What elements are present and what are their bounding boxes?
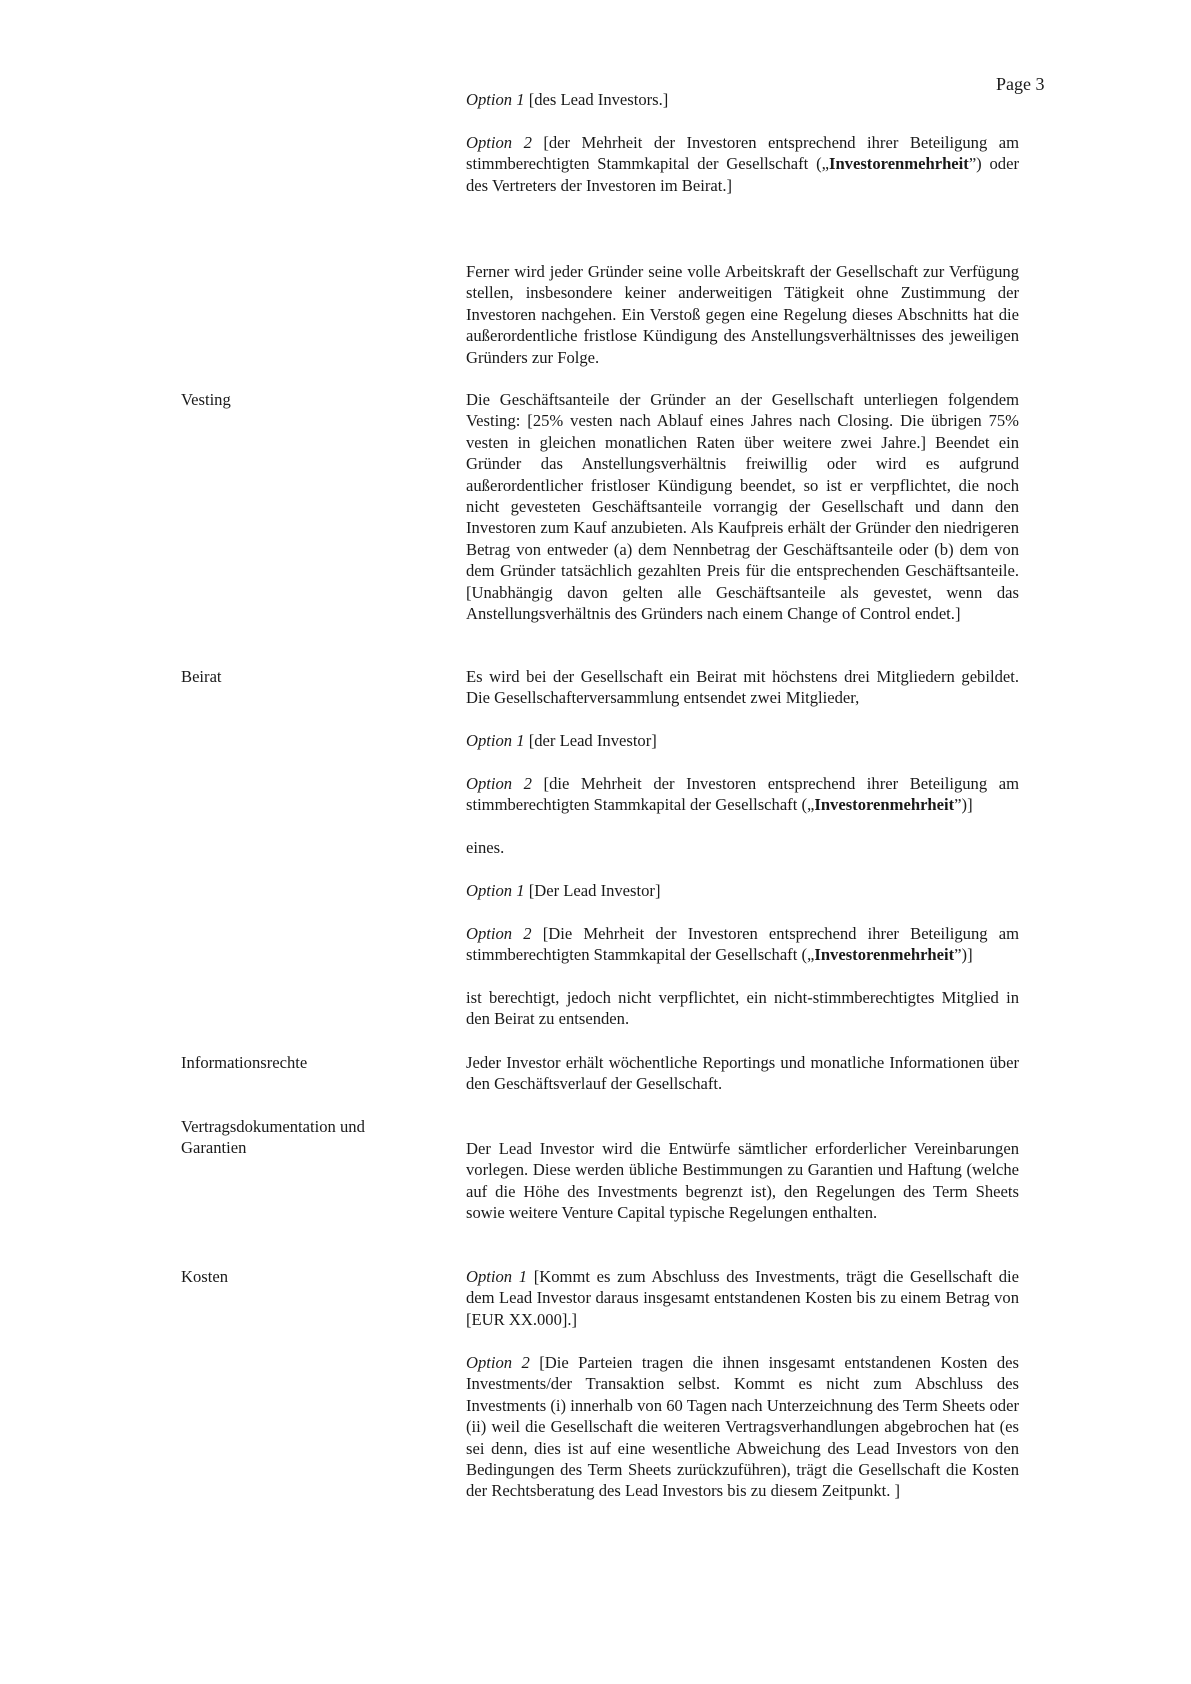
beirat-option-1a: Option 1 [der Lead Investor]	[466, 731, 657, 750]
option-label: Option 1	[466, 1267, 528, 1286]
defined-term: Investorenmehrheit	[829, 154, 969, 174]
option-2-paragraph: Option 2 [der Mehrheit der Investoren entsprechend ihrer Beteiligung am stimmberechtigten Stammkapital der Gesellschaft („Investorenmehrheit”) oder des Vertreters der Investoren im Beirat.]	[466, 133, 1019, 195]
section-label-informationsrechte: Informationsrechte	[181, 1053, 308, 1072]
option-label: Option 1	[466, 90, 525, 109]
option-label: Option 2	[466, 774, 532, 793]
section-label-vesting: Vesting	[181, 390, 231, 409]
beirat-option-2a: Option 2 [die Mehrheit der Investoren entsprechend ihrer Beteiligung am stimmberechtigten Stammkapital der Gesellschaft („Investorenmehrheit”)]	[466, 774, 1019, 815]
beirat-option-1b: Option 1 [Der Lead Investor]	[466, 881, 661, 900]
vertragsdokumentation-paragraph: Der Lead Investor wird die Entwürfe sämtlicher erforderlicher Vereinbarungen vorlegen. Diese werden übliche Bestimmungen zu Garantien und Haftung (welche auf die Höhe des Investments begrenzt ist), den Regelungen des Term Sheets sowie weitere Venture Capital typische Regelungen enthalten.	[466, 1139, 1019, 1223]
section-label-kosten: Kosten	[181, 1267, 229, 1286]
page-number: Page 3	[996, 74, 1045, 94]
informationsrechte-paragraph: Jeder Investor erhält wöchentliche Reportings und monatliche Informationen über den Geschäftsverlauf der Gesellschaft.	[466, 1053, 1019, 1094]
section-label-vertragsdokumentation: Vertragsdokumentation und Garantien	[181, 1117, 365, 1158]
vesting-paragraph: Die Geschäftsanteile der Gründer an der Gesellschaft unterliegen folgendem Vesting: [25% vesten nach Ablauf eines Jahres nach Closing. Die übrigen 75% vesten in gleichen monatlichen Raten über weitere zwei Jahre.] Beendet ein Gründer das Anstellungsverhältnis freiwillig oder wird es aufgrund außerordentlicher fristloser Kündigung beendet, so ist er verpflichtet, die noch nicht gevesteten Geschäftsanteile vorrangig der Gesellschaft und dann den Investoren zum Kauf anzubieten. Als Kaufpreis erhält der Gründer den niedrigeren Betrag von entweder (a) dem Nennbetrag der Geschäftsanteile oder (b) dem von dem Gründer tatsächlich gezahlten Preis für die entsprechenden Geschäftsanteile. [Unabhängig davon gelten alle Geschäftsanteile als gevestet, wenn das Anstellungsverhältnis des Gründers nach einem Change of Control endet.]	[466, 390, 1019, 624]
option-label: Option 2	[466, 924, 532, 943]
option-label: Option 2	[466, 1353, 530, 1372]
beirat-intro-paragraph: Es wird bei der Gesellschaft ein Beirat mit höchstens drei Mitgliedern gebildet. Die Gesellschafterversammlung entsendet zwei Mitglieder,	[466, 667, 1019, 708]
defined-term: Investorenmehrheit	[814, 945, 955, 965]
defined-term: Investorenmehrheit	[814, 795, 955, 815]
option-label: Option 2	[466, 133, 532, 152]
beirat-eines: eines.	[466, 838, 505, 857]
kosten-option-2: Option 2 [Die Parteien tragen die ihnen insgesamt entstandenen Kosten des Investments/der Transaktion selbst. Kommt es nicht zum Abschluss des Investments (i) innerhalb von 60 Tagen nach Unterzeichnung des Term Sheets oder (ii) weil die Gesellschaft die weiteren Vertragsverhandlungen abgebrochen hat (es sei denn, dies ist auf eine wesentliche Abweichung des Lead Investors von den Bedingungen des Term Sheets zurückzuführen), trägt die Gesellschaft die Kosten der Rechtsberatung des Lead Investors bis zu diesem Zeitpunkt. ]	[466, 1353, 1019, 1501]
beirat-option-2b: Option 2 [Die Mehrheit der Investoren entsprechend ihrer Beteiligung am stimmberechtigten Stammkapital der Gesellschaft („Investorenmehrheit”)]	[466, 924, 1019, 965]
option-label: Option 1	[466, 881, 525, 900]
kosten-option-1: Option 1 [Kommt es zum Abschluss des Investments, trägt die Gesellschaft die dem Lead Investor daraus insgesamt entstandenen Kosten bis zu einem Betrag von [EUR XX.000].]	[466, 1267, 1019, 1329]
section-label-beirat: Beirat	[181, 667, 222, 686]
beirat-closing-paragraph: ist berechtigt, jedoch nicht verpflichtet, ein nicht-stimmberechtigtes Mitglied in den Beirat zu entsenden.	[466, 988, 1019, 1029]
option-1-paragraph: Option 1 [des Lead Investors.]	[466, 90, 669, 109]
ferner-paragraph: Ferner wird jeder Gründer seine volle Arbeitskraft der Gesellschaft zur Verfügung stellen, insbesondere keiner anderweitigen Tätigkeit ohne Zustimmung der Investoren nachgehen. Ein Verstoß gegen eine Regelung dieses Abschnitts hat die außerordentliche fristlose Kündigung des Anstellungsverhältnisses des jeweiligen Gründers zur Folge.	[466, 262, 1019, 367]
option-label: Option 1	[466, 731, 525, 750]
